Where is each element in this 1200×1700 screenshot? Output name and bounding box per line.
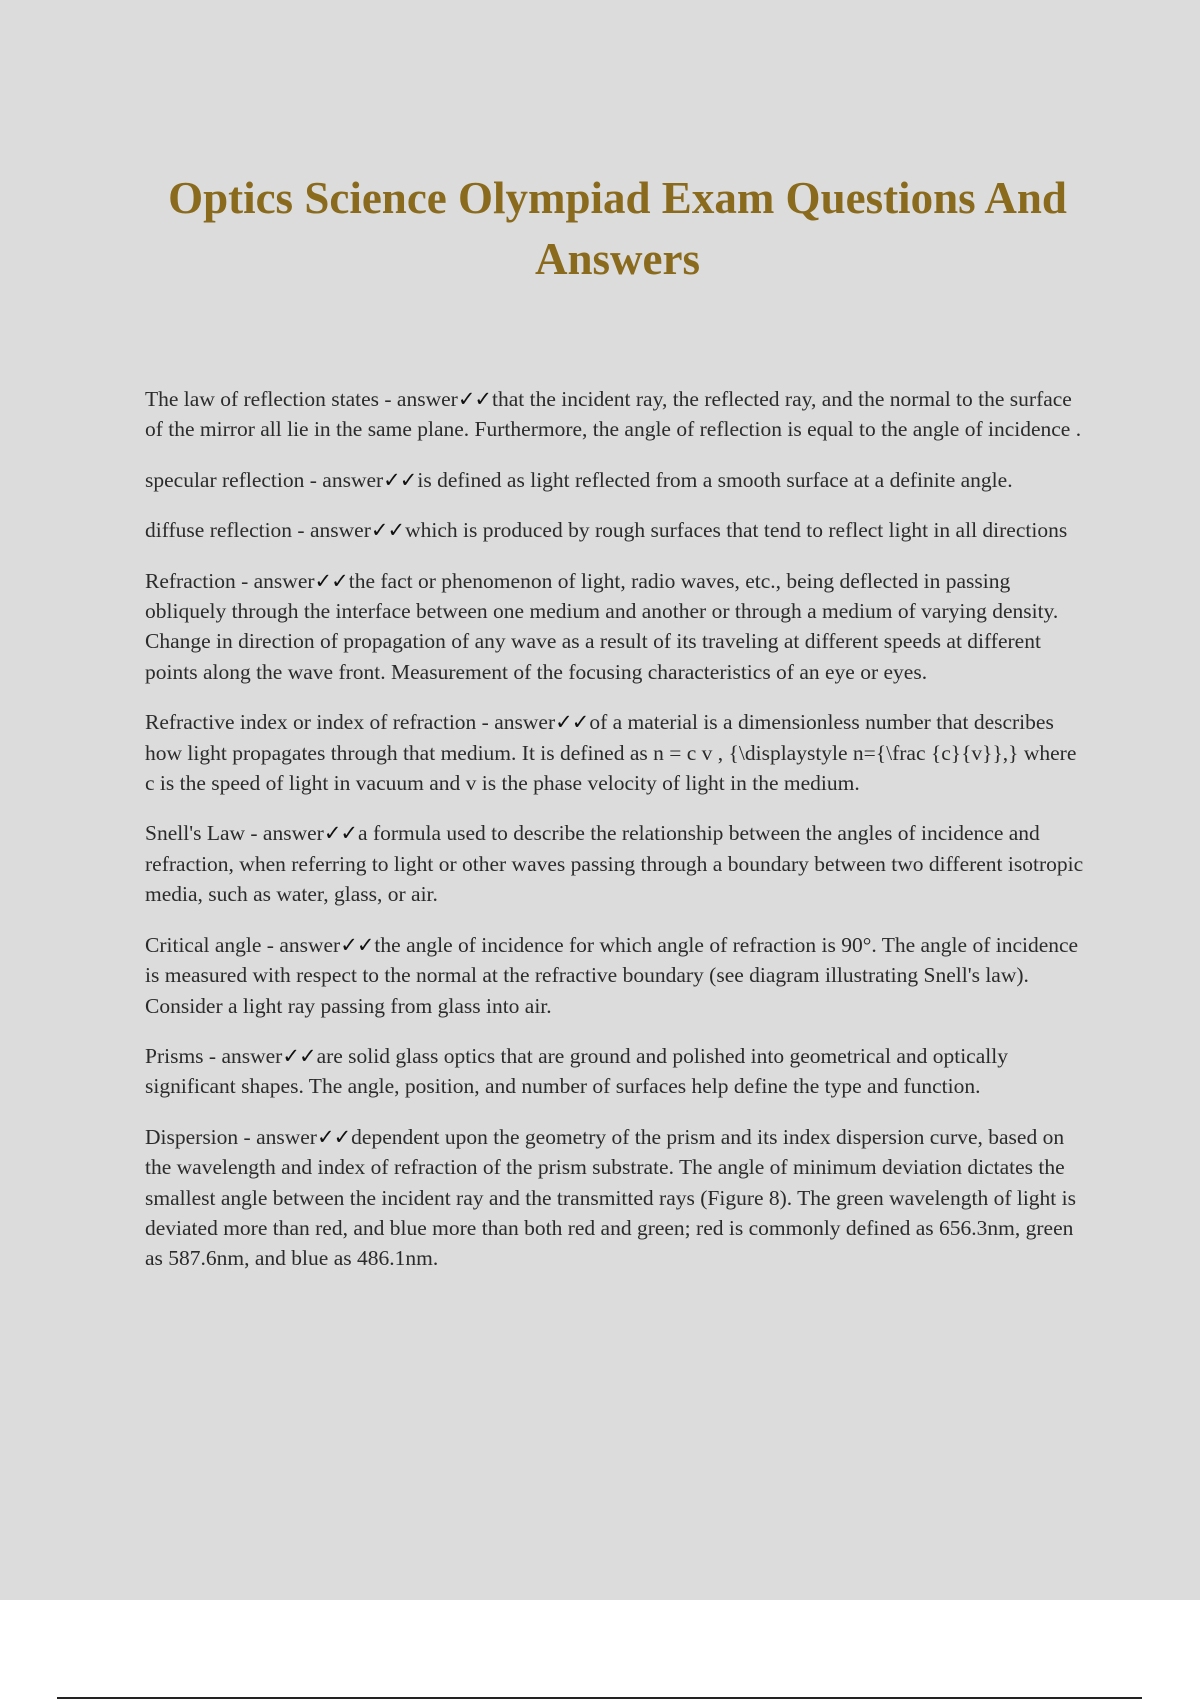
double-checkmark-icon: ✓✓: [282, 1043, 316, 1068]
qa-item-dispersion: [145, 1122, 1090, 1274]
qa-item-snells-law: [145, 818, 1090, 909]
qa-prompt: Snell's Law - answer: [145, 821, 324, 846]
double-checkmark-icon: ✓✓: [383, 467, 417, 492]
qa-answer: which is produced by rough surfaces that tend to reflect light in all directions: [405, 518, 1068, 543]
double-checkmark-icon: ✓✓: [457, 387, 492, 411]
qa-prompt: Critical angle - answer: [145, 932, 341, 957]
qa-prompt: Refraction - answer: [145, 568, 315, 593]
double-checkmark-icon: ✓✓: [316, 1124, 351, 1149]
qa-item-prisms: [145, 1041, 1090, 1102]
qa-answer: dependent upon the geometry of the prism and its index dispersion curve, based on the wavelength and index of refraction of the prism substrate. The angle of minimum deviation dictates the smallest angle between the incident ray and the transmitted rays (Figure 8). The green wavelength of light is deviated more than red, and blue more than both red and green; red is commonly defined as 656.3nm, green as 587.6nm, and blue as 486.1nm.: [145, 1124, 1076, 1271]
double-checkmark-icon: ✓✓: [555, 710, 589, 735]
qa-prompt: The law of reflection states - answer: [145, 387, 458, 411]
double-checkmark-icon: ✓✓: [314, 568, 348, 593]
qa-item-specular-reflection: [145, 465, 1090, 495]
qa-prompt: Refractive index or index of refraction - answer: [145, 710, 556, 735]
qa-list: [145, 384, 1090, 1294]
qa-answer: a formula used to describe the relationship between the angles of incidence and refraction, when referring to light or other waves passing through a boundary between two different isotropic media, such as water, glass, or air.: [145, 821, 1084, 907]
qa-answer: the fact or phenomenon of light, radio waves, etc., being deflected in passing obliquely through the interface between one medium and another or through a medium of varying density. Change in direction of propagation of any wave as a result of its traveling at different speeds at different points along the wave front. Measurement of the focusing characteristics of an eye or eyes.: [145, 568, 1059, 684]
qa-item-law-of-reflection: [145, 384, 1090, 445]
double-checkmark-icon: ✓✓: [340, 932, 374, 957]
qa-prompt: Prisms - answer: [145, 1043, 283, 1068]
double-checkmark-icon: ✓✓: [370, 518, 405, 543]
qa-item-critical-angle: [145, 930, 1090, 1021]
qa-answer: are solid glass optics that are ground and polished into geometrical and optically significant shapes. The angle, position, and number of surfaces help define the type and function.: [145, 1043, 1008, 1099]
qa-answer: of a material is a dimensionless number that describes how light propagates through that medium. It is defined as n = c v , {\displaystyle n={\frac {c}{v}},} where c is the speed of light in vacuum and v is the phase velocity of light in the medium.: [145, 710, 1077, 796]
qa-answer: the angle of incidence for which angle of refraction is 90°. The angle of incidence is measured with respect to the normal at the refractive boundary (see diagram illustrating Snell's law). Consider a light ray passing from glass into air.: [145, 932, 1079, 1018]
qa-item-refractive-index: [145, 707, 1090, 798]
double-checkmark-icon: ✓✓: [323, 821, 358, 846]
page-divider-line: [57, 1697, 1142, 1699]
qa-prompt: specular reflection - answer: [145, 467, 384, 492]
qa-prompt: Dispersion - answer: [145, 1124, 317, 1149]
qa-item-diffuse-reflection: [145, 515, 1090, 545]
qa-answer: is defined as light reflected from a smooth surface at a definite angle.: [417, 467, 1013, 492]
qa-item-refraction: [145, 566, 1090, 688]
qa-answer: that the incident ray, the reflected ray, and the normal to the surface of the mirror all lie in the same plane. Furthermore, the angle of reflection is equal to the angle of incidence .: [145, 387, 1082, 442]
page-title: Optics Science Olympiad Exam Questions And Answers: [168, 173, 1067, 284]
qa-prompt: diffuse reflection - answer: [145, 518, 371, 543]
